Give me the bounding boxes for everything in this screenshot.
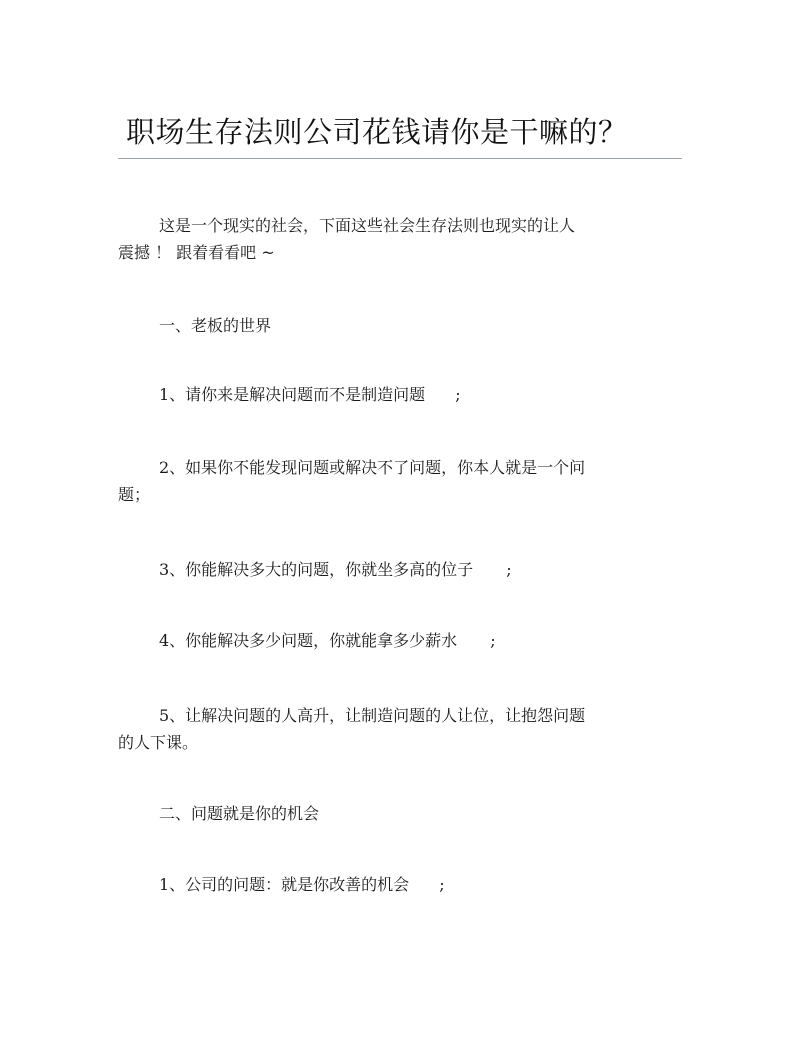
item-semicolon: ;	[490, 631, 496, 650]
item-line-2: 的人下课。	[118, 733, 199, 752]
intro-line-1: 这是一个现实的社会，下面这些社会生存法则也现实的让人	[159, 216, 576, 235]
section-1-heading: 一、老板的世界	[159, 316, 272, 335]
section-1-item-3	[159, 556, 512, 583]
item-line-1: 5、让解决问题的人高升，让制造问题的人让位，让抱怨问题	[159, 706, 586, 725]
title-underline	[118, 158, 682, 159]
item-line-2: 题；	[118, 485, 151, 504]
section-1-item-4	[159, 627, 496, 654]
item-text: 1、公司的问题：就是你改善的机会	[159, 875, 410, 894]
item-semicolon: ;	[506, 560, 512, 579]
intro-paragraph	[118, 212, 644, 266]
document-title: 职场生存法则公司花钱请你是干嘛的？	[126, 115, 628, 149]
item-text: 3、你能解决多大的问题，你就坐多高的位子	[159, 560, 474, 579]
section-2-heading: 二、问题就是你的机会	[159, 804, 320, 823]
section-1-item-1	[159, 381, 461, 408]
item-line-1: 2、如果你不能发现问题或解决不了问题，你本人就是一个问	[159, 458, 586, 477]
intro-line-2: 震撼 ！ 跟着看看吧 ~	[118, 243, 275, 262]
section-1-item-2	[118, 454, 644, 508]
section-2-item-1	[159, 871, 445, 898]
section-1-item-5	[118, 702, 644, 756]
item-semicolon: ;	[439, 875, 445, 894]
item-semicolon: ;	[455, 385, 461, 404]
item-text: 4、你能解决多少问题，你就能拿多少薪水	[159, 631, 458, 650]
item-text: 1、请你来是解决问题而不是制造问题	[159, 385, 426, 404]
